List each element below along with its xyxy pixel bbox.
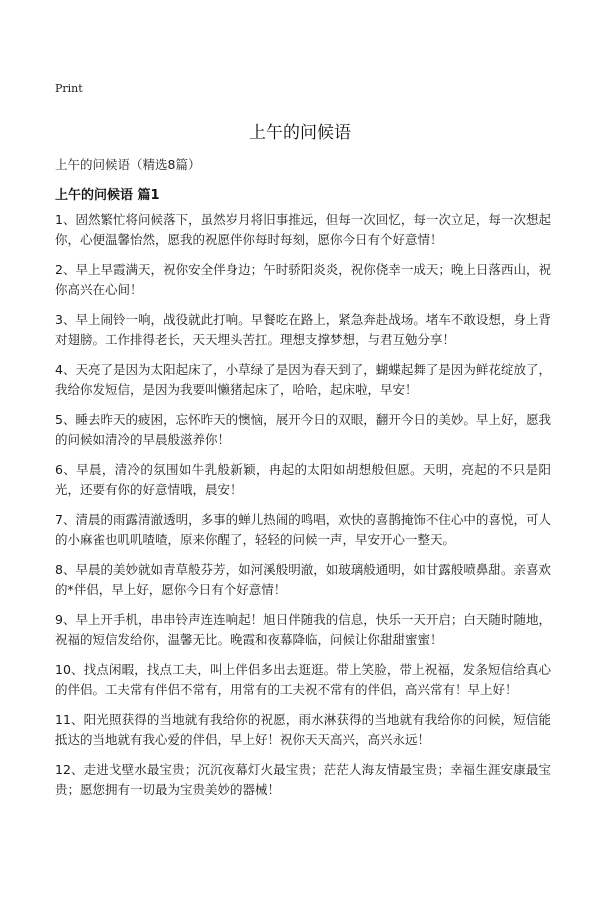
page-title: 上午的问候语 bbox=[249, 123, 351, 143]
print-label: Print bbox=[55, 82, 83, 95]
paragraph-1: 1、固然繁忙将问候落下，虽然岁月将旧事推远，但每一次回忆，每一次立足，每一次想起你，心便温馨怡然，愿我的祝愿伴你每时每刻，愿你今日有个好意情！ bbox=[55, 212, 551, 247]
paragraph-5: 5、睡去昨天的疲困，忘怀昨天的懊恼，展开今日的双眼，翻开今日的美妙。早上好，愿我的问候如清冷的早晨般滋养你！ bbox=[55, 412, 551, 447]
paragraph-7: 7、清晨的雨露清澈透明，多事的蝉儿热闹的鸣唱，欢快的喜鹊掩饰不住心中的喜悦，可人的小麻雀也叽叽喳喳，原来你醒了，轻轻的问候一声，早安开心一整天。 bbox=[55, 512, 551, 547]
paragraph-4: 4、天亮了是因为太阳起床了，小草绿了是因为春天到了，蝴蝶起舞了是因为鲜花绽放了，我给你发短信，是因为我要叫懒猪起床了，哈哈，起床啦，早安！ bbox=[55, 362, 551, 397]
section-heading: 上午的问候语 篇1 bbox=[55, 188, 160, 203]
paragraph-9: 9、早上开手机，串串铃声连连响起！旭日伴随我的信息，快乐一天开启；白天随时随地，祝福的短信发给你，温馨无比。晚霞和夜幕降临，问候让你甜甜蜜蜜！ bbox=[55, 612, 551, 647]
document-subtitle: 上午的问候语（精选8篇） bbox=[55, 157, 201, 172]
paragraph-2: 2、早上早霞满天，祝你安全伴身边；午时骄阳炎炎，祝你侥幸一成天；晚上日落西山，祝你高兴在心间！ bbox=[55, 262, 551, 297]
paragraph-8: 8、早晨的美妙就如青草般芬芳，如河溪般明澈，如玻璃般通明，如甘露般喷鼻甜。亲喜欢的*伴侣，早上好，愿你今日有个好意情！ bbox=[55, 562, 551, 597]
paragraph-6: 6、早晨，清冷的氛围如牛乳般新颖，冉起的太阳如胡想般但愿。天明，亮起的不只是阳光，还要有你的好意情哦，晨安！ bbox=[55, 462, 551, 497]
paragraph-12: 12、走进戈壁水最宝贵；沉沉夜幕灯火最宝贵；茫茫人海友情最宝贵；幸福生涯安康最宝贵；愿您拥有一切最为宝贵美妙的器械！ bbox=[55, 762, 551, 797]
paragraph-11: 11、阳光照获得的当地就有我给你的祝愿，雨水淋获得的当地就有我给你的问候，短信能抵达的当地就有我心爱的伴侣，早上好！祝你天天高兴，高兴永远！ bbox=[55, 712, 551, 747]
paragraph-list bbox=[55, 210, 551, 810]
paragraph-10: 10、找点闲暇，找点工夫，叫上伴侣多出去逛逛。带上笑脸，带上祝福，发条短信给真心的伴侣。工夫常有伴侣不常有，用常有的工夫祝不常有的伴侣，高兴常有！早上好！ bbox=[55, 662, 551, 697]
paragraph-3: 3、早上闹铃一响，战役就此打响。早餐吃在路上，紧急奔赴战场。堵车不敢设想，身上背对翅膀。工作排得老长，天天埋头苦扛。理想支撑梦想，与君互勉分享！ bbox=[55, 312, 551, 347]
